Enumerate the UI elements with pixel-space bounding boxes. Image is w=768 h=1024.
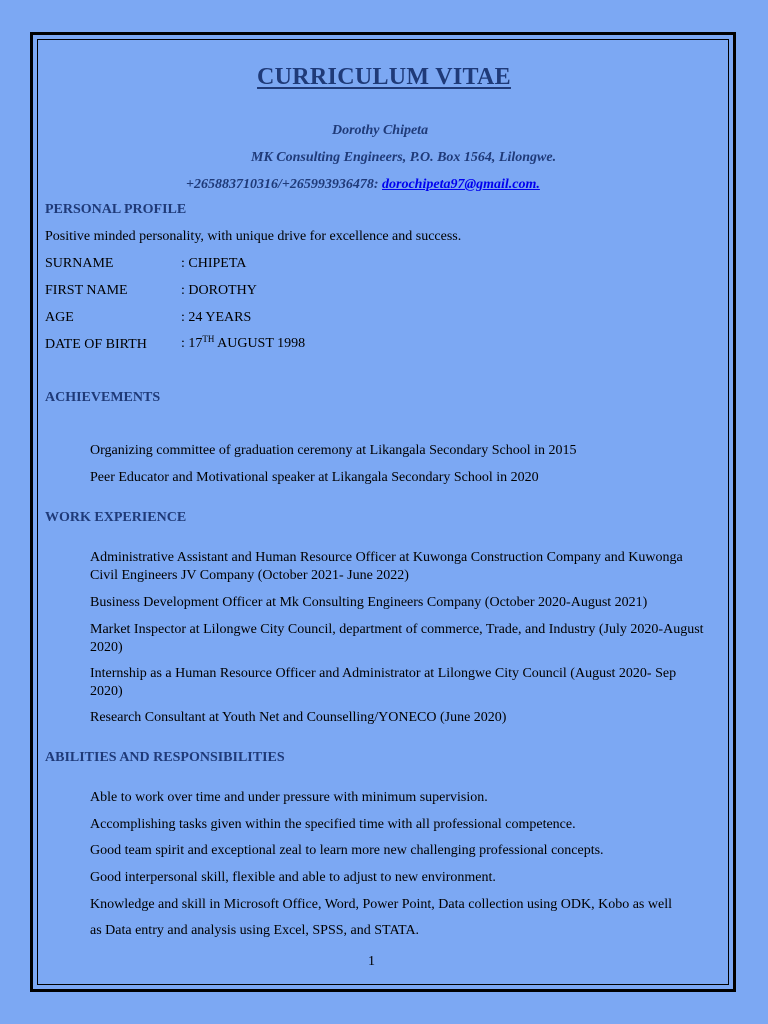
- personal-profile-heading: PERSONAL PROFILE: [45, 202, 187, 217]
- ability-item-continued: as Data entry and analysis using Excel, SPSS, and STATA.: [90, 923, 420, 938]
- contact-line: [186, 177, 540, 193]
- work-experience-heading: WORK EXPERIENCE: [45, 510, 187, 525]
- work-item-line: Internship as a Human Resource Officer and Administrator at Lilongwe City Council (August 2020- Sep: [90, 666, 677, 681]
- first-name-label: FIRST NAME: [45, 283, 128, 298]
- work-item-line: Research Consultant at Youth Net and Counselling/YONECO (June 2020): [90, 710, 507, 725]
- contact-name: Dorothy Chipeta: [332, 123, 429, 138]
- achievements-heading: ACHIEVEMENTS: [45, 390, 161, 405]
- ability-item: Accomplishing tasks given within the specified time with all professional competence.: [90, 817, 576, 832]
- ability-item: Good interpersonal skill, flexible and able to adjust to new environment.: [90, 870, 496, 885]
- work-item-line: Market Inspector at Lilongwe City Council, department of commerce, Trade, and Industry (July 2020-August: [90, 622, 704, 637]
- abilities-heading: ABILITIES AND RESPONSIBILITIES: [45, 750, 285, 765]
- profile-statement: Positive minded personality, with unique drive for excellence and success.: [45, 229, 462, 244]
- dob-label: DATE OF BIRTH: [45, 337, 147, 352]
- contact-organization: MK Consulting Engineers, P.O. Box 1564, Lilongwe.: [251, 150, 557, 165]
- work-item-line: Administrative Assistant and Human Resource Officer at Kuwonga Construction Company and Kuwonga: [90, 550, 683, 565]
- surname-label: SURNAME: [45, 256, 114, 271]
- contact-phones: +265883710316/+265993936478:: [186, 177, 383, 192]
- document-title: CURRICULUM VITAE: [257, 64, 511, 90]
- ability-item: Able to work over time and under pressure with minimum supervision.: [90, 790, 488, 805]
- first-name-value: : DOROTHY: [181, 283, 257, 298]
- ability-item: Good team spirit and exceptional zeal to learn more new challenging professional concepts.: [90, 843, 604, 858]
- dob-value: : 17TH AUGUST 1998: [181, 334, 306, 351]
- contact-email-link[interactable]: dorochipeta97@gmail.com.: [382, 177, 540, 192]
- achievement-item: Peer Educator and Motivational speaker at Likangala Secondary School in 2020: [90, 470, 539, 485]
- ability-item: Knowledge and skill in Microsoft Office, Word, Power Point, Data collection using ODK, Kobo as well: [90, 897, 672, 912]
- work-item-line: 2020): [90, 640, 123, 655]
- work-item-line: Business Development Officer at Mk Consulting Engineers Company (October 2020-August 2021): [90, 595, 648, 610]
- surname-value: : CHIPETA: [181, 256, 247, 271]
- achievement-item: Organizing committee of graduation ceremony at Likangala Secondary School in 2015: [90, 443, 577, 458]
- age-value: : 24 YEARS: [181, 310, 252, 325]
- age-label: AGE: [45, 310, 74, 325]
- work-item-line: 2020): [90, 684, 123, 699]
- page-number: 1: [368, 954, 375, 969]
- work-item-line: Civil Engineers JV Company (October 2021- June 2022): [90, 568, 409, 583]
